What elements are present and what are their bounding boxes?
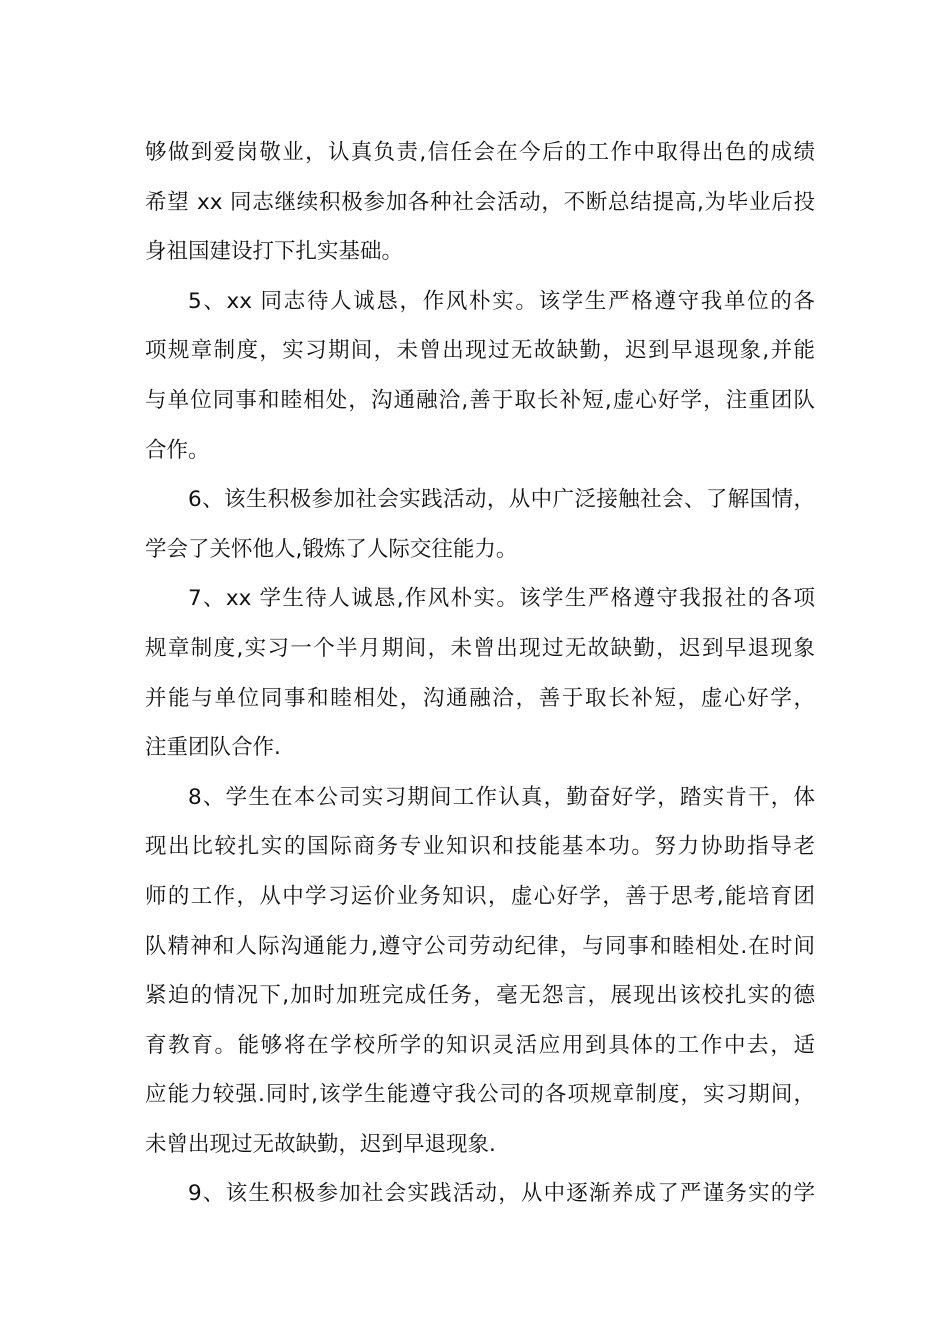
text-line: 7、xx 学生待人诚恳,作风朴实。该学生严格遵守我报社的各项 xyxy=(188,586,815,612)
text-line: 注重团队合作. xyxy=(145,735,281,761)
text-line: 8、学生在本公司实习期间工作认真，勤奋好学，踏实肯干，体 xyxy=(188,784,815,810)
text-line: 项规章制度，实习期间，未曾出现过无故缺勤，迟到早退现象,并能 xyxy=(145,338,815,364)
text-line: 并能与单位同事和睦相处，沟通融洽，善于取长补短，虚心好学， xyxy=(145,685,815,711)
text-line: 够做到爱岗敬业，认真负责,信任会在今后的工作中取得出色的成绩 xyxy=(145,140,815,165)
text-line: 应能力较强.同时,该学生能遵守我公司的各项规章制度，实习期间， xyxy=(145,1082,815,1108)
text-line: 现出比较扎实的国际商务专业知识和技能基本功。努力协助指导老 xyxy=(145,834,815,860)
document-body xyxy=(145,128,815,1219)
text-line: 紧迫的情况下,加时加班完成任务，毫无怨言，展现出该校扎实的德 xyxy=(145,983,815,1009)
text-line: 队精神和人际沟通能力,遵守公司劳动纪律，与同事和睦相处.在时间 xyxy=(145,933,815,959)
text-line: 合作。 xyxy=(145,437,210,463)
text-line: 身祖国建设打下扎实基础。 xyxy=(145,239,404,265)
text-line: 师的工作，从中学习运价业务知识，虚心好学，善于思考,能培育团 xyxy=(145,883,815,909)
text-line: 与单位同事和睦相处，沟通融洽,善于取长补短,虚心好学，注重团队 xyxy=(145,387,815,413)
text-line: 5、xx 同志待人诚恳，作风朴实。该学生严格遵守我单位的各 xyxy=(188,288,815,314)
text-line: 未曾出现过无故缺勤，迟到早退现象. xyxy=(145,1131,496,1157)
text-line: 规章制度,实习一个半月期间，未曾出现过无故缺勤，迟到早退现象 xyxy=(145,635,815,661)
text-line: 6、该生积极参加社会实践活动，从中广泛接触社会、了解国情， xyxy=(188,487,815,513)
text-line: 希望 xx 同志继续积极参加各种社会活动，不断总结提高,为毕业后投 xyxy=(145,189,815,215)
text-line: 9、该生积极参加社会实践活动，从中逐渐养成了严谨务实的学 xyxy=(188,1181,815,1207)
text-line: 学会了关怀他人,锻炼了人际交往能力。 xyxy=(145,536,518,562)
text-line: 育教育。能够将在学校所学的知识灵活应用到具体的工作中去，适 xyxy=(145,1032,815,1058)
